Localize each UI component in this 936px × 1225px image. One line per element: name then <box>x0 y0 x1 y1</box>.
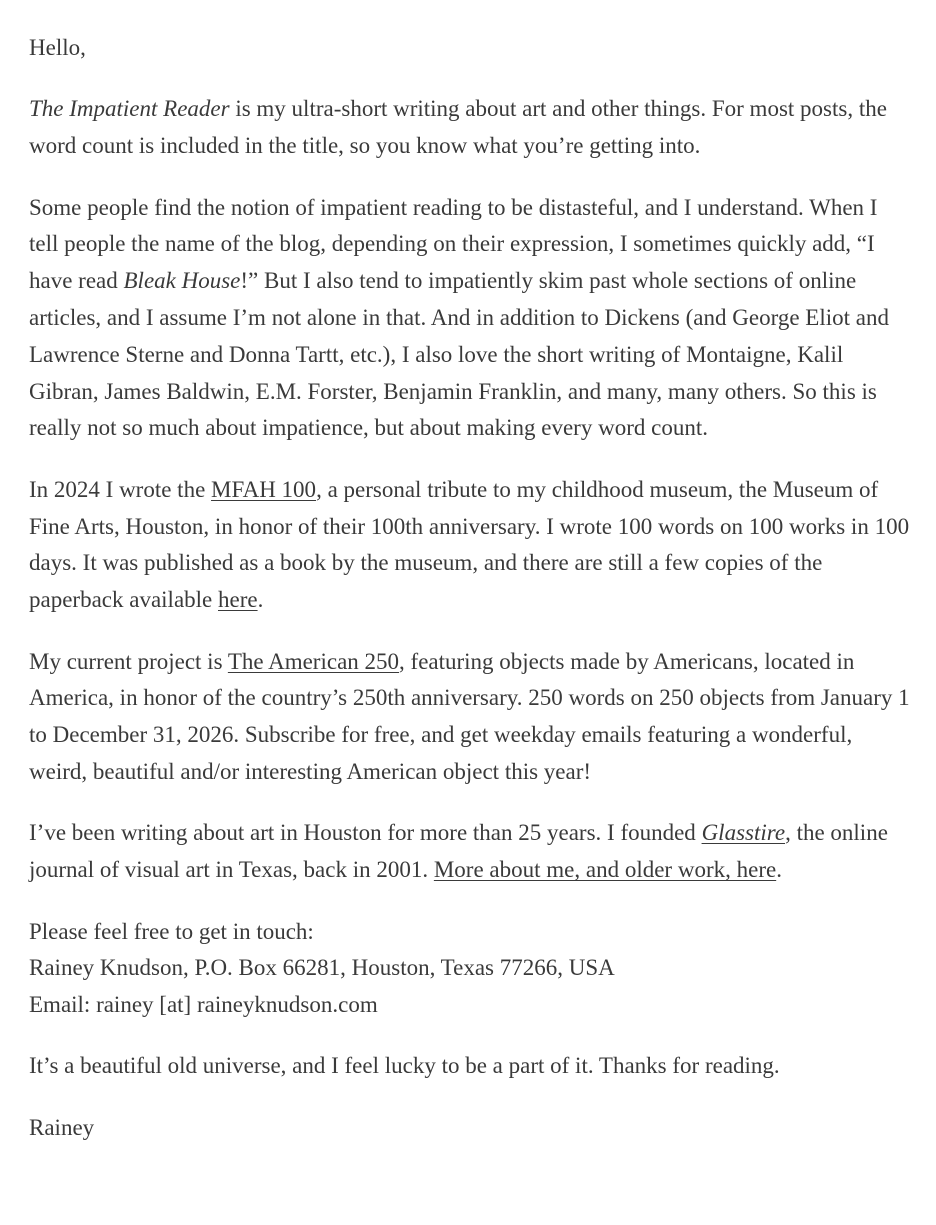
impatience-text-a: Some people find the notion of impatient reading to be distasteful, and I understand. When I tell people the name of the blog, depending on their expression, I sometimes quickly add, “I have read <box>29 194 878 294</box>
blog-title: The Impatient Reader <box>29 96 230 122</box>
email-address: Email: rainey [at] raineyknudson.com <box>29 992 378 1018</box>
impatience-paragraph <box>29 190 912 448</box>
closing-paragraph: It’s a beautiful old universe, and I feel lucky to be a part of it. Thanks for reading. <box>29 1053 780 1079</box>
american-250-paragraph <box>29 644 912 791</box>
american-250-link[interactable]: The American 250 <box>227 648 400 674</box>
contact-lead: Please feel free to get in touch: <box>29 918 314 944</box>
more-about-me-link[interactable]: More about me, and older work, here <box>433 857 777 883</box>
mfah-100-link[interactable]: MFAH 100 <box>211 476 317 502</box>
intro-paragraph <box>29 91 912 165</box>
mfah-text-a: In 2024 I wrote the <box>29 476 212 502</box>
mfah-text-c: . <box>257 587 264 613</box>
glasstire-label: Glasstire <box>701 820 786 846</box>
about-text-c: . <box>776 857 782 883</box>
impatience-text-b: !” But I also tend to impatiently skim past whole sections of online articles, and I assume I’m not alone in that. And in addition to Dickens (and George Eliot and Lawrence Sterne and Donna Tartt, etc.), I also love the short writing of Montaigne, Kalil Gibran, James Baldwin, E.M. Forster, Benjamin Franklin, and many, many others. So this is really not so much about impatience, but about making every word count. <box>29 268 889 441</box>
american-250-text-a: My current project is <box>29 648 228 674</box>
mfah-text-b: , a personal tribute to my childhood museum, the Museum of Fine Arts, Houston, in honor of their 100th anniversary. I wrote 100 words on 100 works in 100 days. It was published as a book by the museum, and there are still a few copies of the paperback available <box>29 476 910 613</box>
greeting: Hello, <box>29 35 86 60</box>
postal-address: Rainey Knudson, P.O. Box 66281, Houston, Texas 77266, USA <box>29 955 615 981</box>
about-text-b: , the online journal of visual art in Texas, back in 2001. <box>29 820 888 883</box>
american-250-text-b: , featuring objects made by Americans, located in America, in honor of the country’s 250th anniversary. 250 words on 250 objects from January 1 to December 31, 2026. Subscribe for free, and get weekday emails featuring a wonderful, weird, beautiful and/or interesting American object this year! <box>29 648 910 784</box>
book-title: Bleak House <box>123 268 241 294</box>
signature: Rainey <box>29 1114 95 1140</box>
paperback-here-link[interactable]: here <box>218 587 258 613</box>
mfah-paragraph <box>29 472 912 619</box>
contact-block <box>29 914 912 1024</box>
about-text-a: I’ve been writing about art in Houston for more than 25 years. I founded <box>29 820 702 846</box>
intro-text: is my ultra-short writing about art and other things. For most posts, the word count is included in the title, so you know what you’re getting into. <box>29 96 887 159</box>
glasstire-link[interactable] <box>702 820 786 845</box>
about-paragraph <box>29 815 912 889</box>
